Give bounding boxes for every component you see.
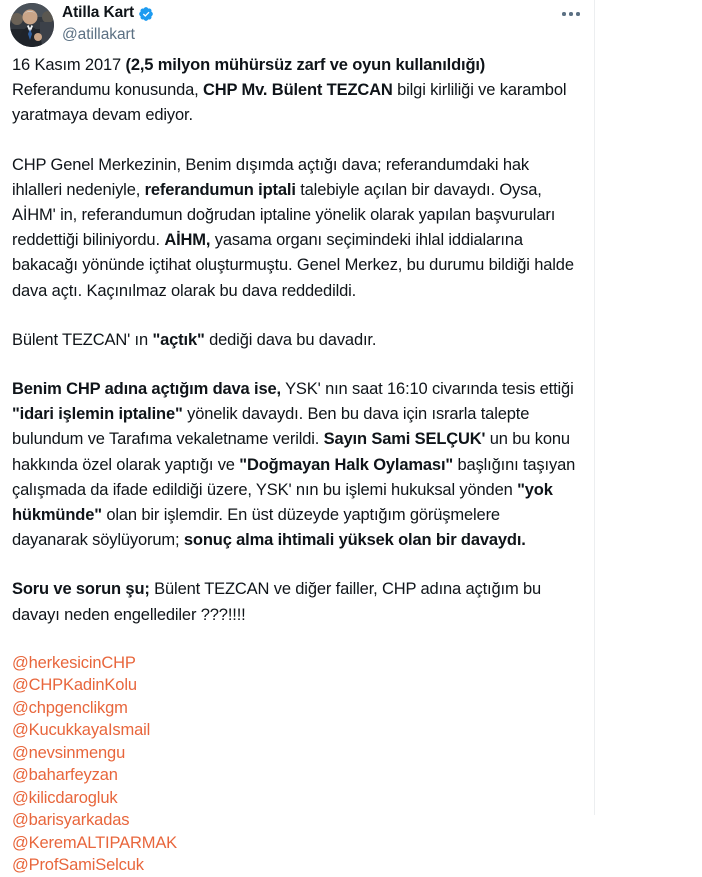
text-run: 16 Kasım 2017 bbox=[12, 56, 126, 74]
more-dot bbox=[569, 12, 573, 16]
tweet-text bbox=[0, 53, 594, 628]
mention-link[interactable]: @herkesicinCHP bbox=[12, 653, 136, 672]
verified-badge-icon bbox=[138, 6, 154, 22]
text-run-bold: "açtık" bbox=[152, 330, 205, 349]
text-run: yönelik davaydı. Ben bu dava için ısrarla talepte bulundum ve Tarafıma vekaletname verildi. bbox=[12, 405, 530, 449]
text-run: başlığını taşıyan çalışmada da ifade edildiği üzere, YSK' nın bu işlemi hukuksal yönden bbox=[12, 455, 576, 499]
text-run-bold: Sayın Sami SELÇUK' bbox=[323, 430, 486, 449]
text-run: Referandumu konusunda, bbox=[12, 81, 204, 100]
text-run-bold: (2,5 milyon mühürsüz zarf ve oyun kullanıldığı) bbox=[125, 56, 486, 74]
text-run-bold: "yok hükmünde" bbox=[12, 480, 553, 525]
right-gutter bbox=[595, 0, 702, 815]
text-run: bilgi kirliliği ve karambol yaratmaya devam ediyor. bbox=[12, 81, 567, 125]
text-run: un bu konu hakkında özel olarak yaptığı ve bbox=[12, 430, 570, 474]
text-run-bold: Benim CHP adına açtığım dava ise, bbox=[12, 380, 281, 399]
more-dot bbox=[562, 12, 566, 16]
identity-block bbox=[62, 3, 154, 45]
text-run: dediği dava bu davadır. bbox=[204, 330, 377, 349]
mention-link[interactable]: @barisyarkadas bbox=[12, 811, 130, 830]
mention-link[interactable]: @KucukkayaIsmail bbox=[12, 721, 151, 740]
tweet-paragraph bbox=[12, 153, 580, 304]
more-options-icon[interactable] bbox=[558, 3, 584, 25]
mention-link[interactable]: @kilicdarogluk bbox=[12, 788, 118, 807]
text-run-bold: CHP Mv. Bülent TEZCAN bbox=[203, 81, 393, 100]
text-run: Bülent TEZCAN' ın bbox=[12, 330, 153, 349]
more-dot bbox=[576, 12, 580, 16]
text-run-bold: AİHM, bbox=[164, 231, 211, 250]
tweet-paragraph bbox=[12, 577, 580, 627]
mention-link[interactable]: @KeremALTIPARMAK bbox=[12, 833, 178, 852]
text-run: YSK' nın saat 16:10 civarında tesis ettiği bbox=[280, 380, 574, 399]
text-run: olan bir işlemdir. En üst düzeyde yaptığım görüşmelere dayanarak söylüyorum; bbox=[12, 506, 500, 550]
mention-link[interactable]: @nevsinmengu bbox=[12, 743, 126, 762]
tweet-paragraph bbox=[12, 377, 580, 553]
text-run: yasama organı seçimindeki ihlal iddialarına bakacağı yönünde içtihat oluşturmuştu. Genel Merkez, bu durumu bildiği halde dava açtı. Kaçınılmaz olarak bu dava reddedildi. bbox=[12, 231, 574, 300]
user-handle[interactable]: @atillakart bbox=[62, 26, 135, 43]
mention-link[interactable]: @chpgenclikgm bbox=[12, 698, 128, 717]
display-name[interactable]: Atilla Kart bbox=[62, 4, 135, 22]
mention-link[interactable]: @ProfSamiSelcuk bbox=[12, 856, 144, 875]
text-run-bold: "idari işlemin iptaline" bbox=[12, 405, 183, 424]
text-run-bold: referandumun iptali bbox=[144, 180, 296, 199]
name-row bbox=[62, 3, 154, 24]
text-run-bold: sonuç alma ihtimali yüksek olan bir davaydı. bbox=[183, 531, 526, 550]
mention-link[interactable]: @CHPKadinKolu bbox=[12, 676, 137, 695]
tweet-header bbox=[0, 0, 594, 53]
tweet-paragraph bbox=[12, 328, 580, 353]
mention-link[interactable]: @baharfeyzan bbox=[12, 766, 118, 785]
mention-list bbox=[0, 652, 594, 877]
text-run: CHP Genel Merkezinin, Benim dışımda açtığı dava; referandumdaki hak ihlalleri nedeniyle, bbox=[12, 155, 529, 199]
text-run-bold: "Doğmayan Halk Oylaması" bbox=[239, 455, 454, 474]
text-run: talebiyle açılan bir davaydı. Oysa, AİHM' in, referandumun doğrudan iptaline yönelik olarak yapılan başvuruları reddettiği biliniyordu. bbox=[12, 180, 556, 250]
text-run-bold: Soru ve sorun şu; bbox=[12, 580, 150, 599]
text-run: Bülent TEZCAN ve diğer failler, CHP adına açtığım bu davayı neden engellediler ???!!!! bbox=[12, 580, 542, 624]
avatar[interactable] bbox=[10, 3, 54, 47]
tweet-paragraph bbox=[12, 53, 580, 129]
